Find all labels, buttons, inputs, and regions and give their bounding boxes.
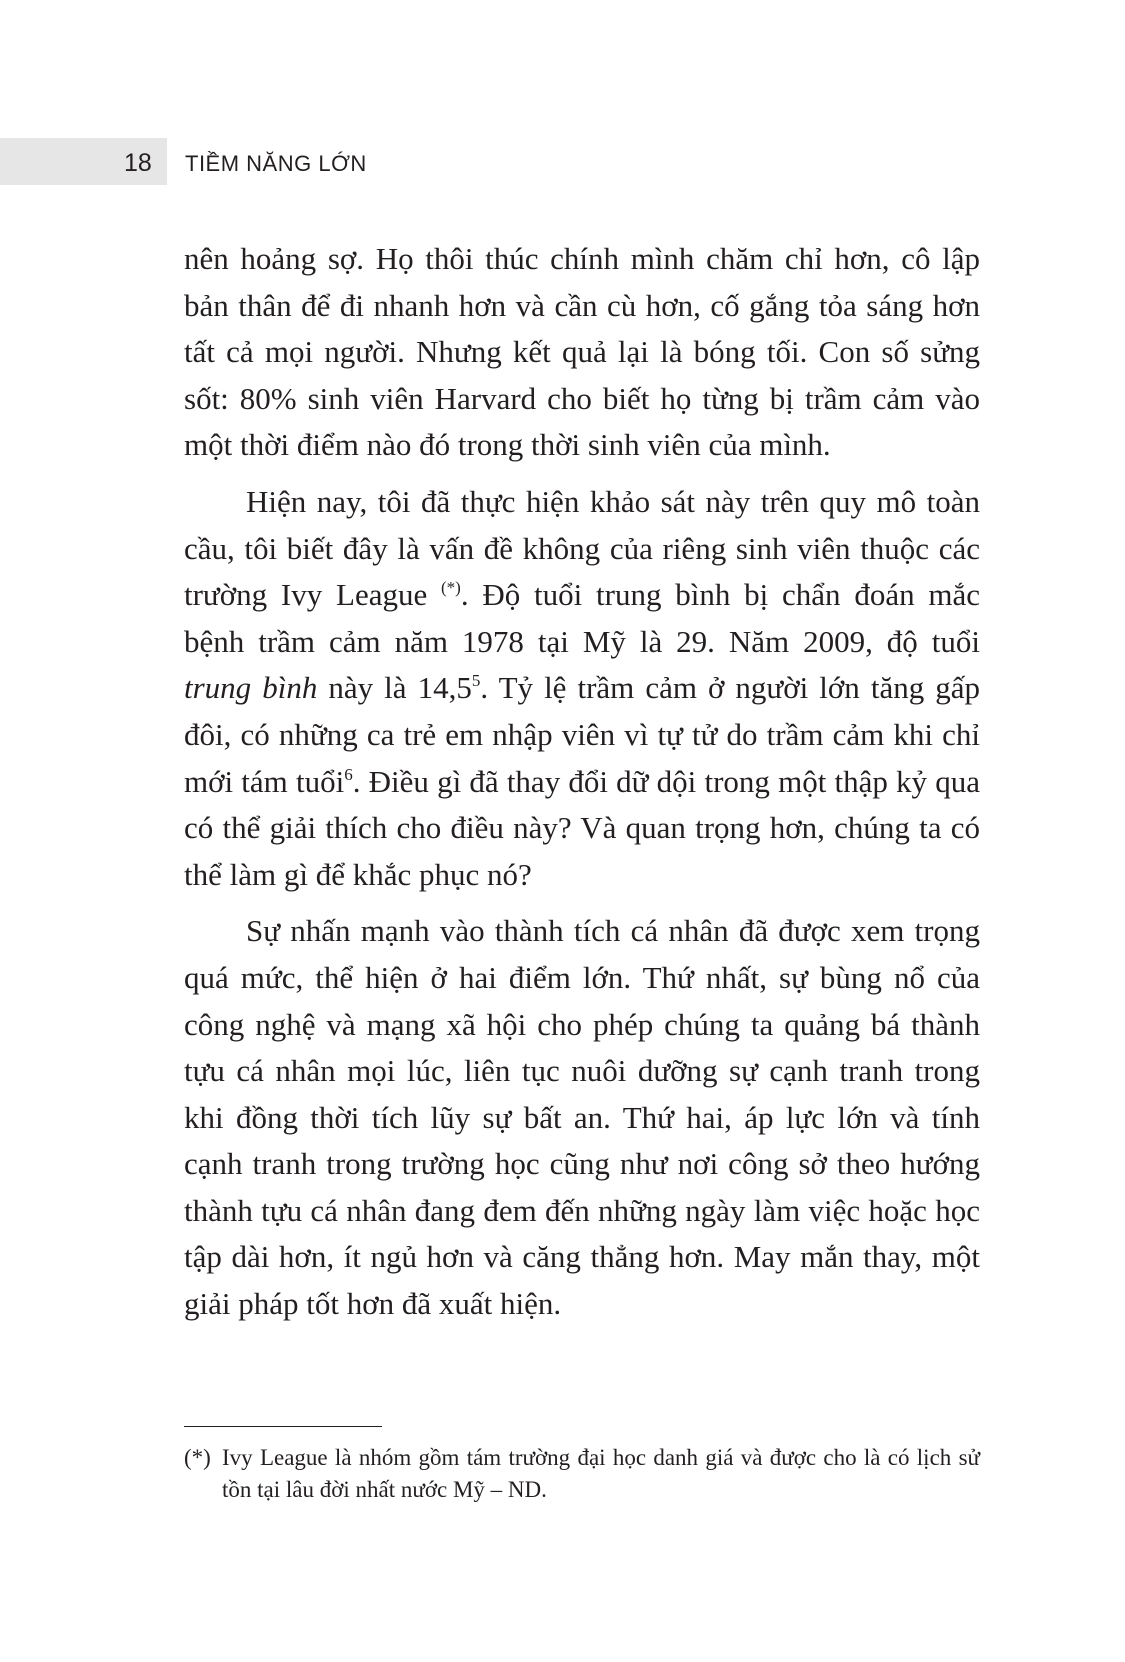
- endnote-reference-6: 6: [344, 764, 353, 784]
- footnote-marker: (*): [184, 1445, 211, 1470]
- paragraph-2-text-3: này là 14,5: [317, 670, 472, 706]
- paragraph-2-text-2: . Độ tuổi trung bình bị chẩn đoán mắc bệnh trầm cảm năm 1978 tại Mỹ là 29. Năm 2009, độ tuổi: [184, 577, 981, 659]
- body-text: [184, 236, 980, 1328]
- paragraph-2-text-1: Hiện nay, tôi đã thực hiện khảo sát này trên quy mô toàn cầu, tôi biết đây là vấn đề không của riêng sinh viên thuộc các trường Ivy League: [184, 483, 980, 613]
- paragraph-3: Sự nhấn mạnh vào thành tích cá nhân đã được xem trọng quá mức, thể hiện ở hai điểm lớn. Thứ nhất, sự bùng nổ của công nghệ và mạng xã hội cho phép chúng ta quảng bá thành tựu cá nhân mọi lúc, liên tục nuôi dưỡng sự cạnh tranh trong khi đồng thời tích lũy sự bất an. Thứ hai, áp lực lớn và tính cạnh tranh trong trường học cũng như nơi công sở theo hướng thành tựu cá nhân đang đem đến những ngày làm việc hoặc học tập dài hơn, ít ngủ hơn và căng thẳng hơn. May mắn thay, một giải pháp tốt hơn đã xuất hiện.: [184, 913, 980, 1322]
- running-title: TIỀM NĂNG LỚN: [185, 151, 367, 176]
- endnote-reference-5: 5: [471, 671, 481, 691]
- paragraph-1: nên hoảng sợ. Họ thôi thúc chính mình chăm chỉ hơn, cô lập bản thân để đi nhanh hơn và cần cù hơn, cố gắng tỏa sáng hơn tất cả mọi người. Nhưng kết quả lại là bóng tối. Con số sửng sốt: 80% sinh viên Harvard cho biết họ từng bị trầm cảm vào một thời điểm nào đó trong thời sinh viên của mình.: [184, 241, 980, 463]
- page-number: 18: [124, 149, 152, 177]
- footnote: [184, 1442, 980, 1506]
- paragraph-2: [184, 479, 980, 898]
- italic-term: trung bình: [184, 670, 318, 706]
- footnote-text: Ivy League là nhóm gồm tám trường đại học danh giá và được cho là có lịch sử tồn tại lâu đời nhất nước Mỹ – ND.: [222, 1445, 980, 1502]
- paragraph-2-text-4: . Tỷ lệ trầm cảm ở người lớn tăng gấp đôi, có những ca trẻ em nhập viên vì tự tử do trầm cảm khi chỉ mới tám tuổi: [184, 670, 981, 799]
- paragraph-2-text-5: . Điều gì đã thay đổi dữ dội trong một thập kỷ qua có thể giải thích cho điều này? Và quan trọng hơn, chúng ta có thể làm gì để khắc phục nó?: [184, 763, 980, 892]
- footnote-reference: (*): [441, 578, 461, 598]
- footnote-rule: [184, 1426, 382, 1427]
